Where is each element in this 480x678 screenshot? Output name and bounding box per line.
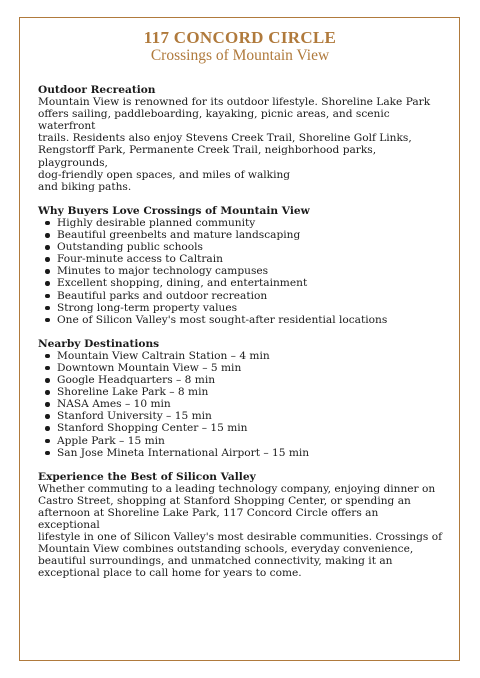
- list-item: Strong long-term property values: [57, 302, 442, 314]
- paragraph-line: and biking paths.: [38, 180, 132, 193]
- paragraph-line: lifestyle in one of Silicon Valley's most desirable communities. Crossings of: [38, 531, 442, 544]
- paragraph-line: Rengstorff Park, Permanente Creek Trail, neighborhood parks, playgrounds,: [38, 144, 377, 169]
- list-item: Apple Park – 15 min: [57, 435, 442, 447]
- outdoor-section: [38, 84, 442, 193]
- list-item: Beautiful parks and outdoor recreation: [57, 290, 442, 302]
- page-subtitle: Crossings of Mountain View: [150, 47, 330, 64]
- section-heading: Experience the Best of Silicon Valley: [38, 470, 256, 483]
- list-item: Excellent shopping, dining, and entertainment: [57, 277, 442, 289]
- paragraph-line: exceptional place to call home for years to come.: [38, 567, 302, 580]
- paragraph-line: Mountain View combines outstanding schools, everyday convenience,: [38, 543, 414, 556]
- paragraph-line: dog-friendly open spaces, and miles of walking: [38, 168, 291, 181]
- paragraph-line: Castro Street, shopping at Stanford Shopping Center, or spending an: [38, 494, 411, 507]
- outdoor-paragraph: [38, 96, 442, 193]
- why-section: [38, 205, 442, 326]
- list-item: Shoreline Lake Park – 8 min: [57, 386, 442, 398]
- why-list: [38, 217, 442, 326]
- paragraph-line: beautiful surroundings, and unmatched connectivity, making it an: [38, 555, 393, 568]
- paragraph-line: Mountain View is renowned for its outdoor lifestyle. Shoreline Lake Park: [38, 96, 431, 109]
- section-heading: Nearby Destinations: [38, 337, 160, 350]
- section-heading: Outdoor Recreation: [38, 84, 156, 96]
- list-item: Mountain View Caltrain Station – 4 min: [57, 350, 442, 362]
- page-title: 117 CONCORD CIRCLE: [143, 28, 337, 47]
- list-item: Four-minute access to Caltrain: [57, 253, 442, 265]
- list-item: NASA Ames – 10 min: [57, 398, 442, 410]
- list-item: Highly desirable planned community: [57, 217, 442, 229]
- list-item: Stanford University – 15 min: [57, 410, 442, 422]
- list-item: One of Silicon Valley's most sought-after residential locations: [57, 314, 442, 326]
- list-item: Stanford Shopping Center – 15 min: [57, 422, 442, 434]
- experience-section: [38, 471, 442, 580]
- paragraph-line: trails. Residents also enjoy Stevens Creek Trail, Shoreline Golf Links,: [38, 132, 412, 145]
- experience-paragraph: [38, 483, 442, 580]
- paragraph-line: offers sailing, paddleboarding, kayaking, picnic areas, and scenic waterfront: [38, 108, 390, 133]
- list-item: Google Headquarters – 8 min: [57, 374, 442, 386]
- section-heading: Why Buyers Love Crossings of Mountain View: [38, 204, 310, 217]
- paragraph-line: Whether commuting to a leading technology company, enjoying dinner on: [38, 482, 436, 495]
- list-item: Minutes to major technology campuses: [57, 265, 442, 277]
- content: [38, 84, 442, 592]
- nearby-list: [38, 350, 442, 459]
- paragraph-line: afternoon at Shoreline Lake Park, 117 Concord Circle offers an exceptional: [38, 507, 379, 532]
- list-item: Downtown Mountain View – 5 min: [57, 362, 442, 374]
- list-item: San Jose Mineta International Airport – 15 min: [57, 447, 442, 459]
- nearby-section: [38, 338, 442, 459]
- list-item: Outstanding public schools: [57, 241, 442, 253]
- list-item: Beautiful greenbelts and mature landscaping: [57, 229, 442, 241]
